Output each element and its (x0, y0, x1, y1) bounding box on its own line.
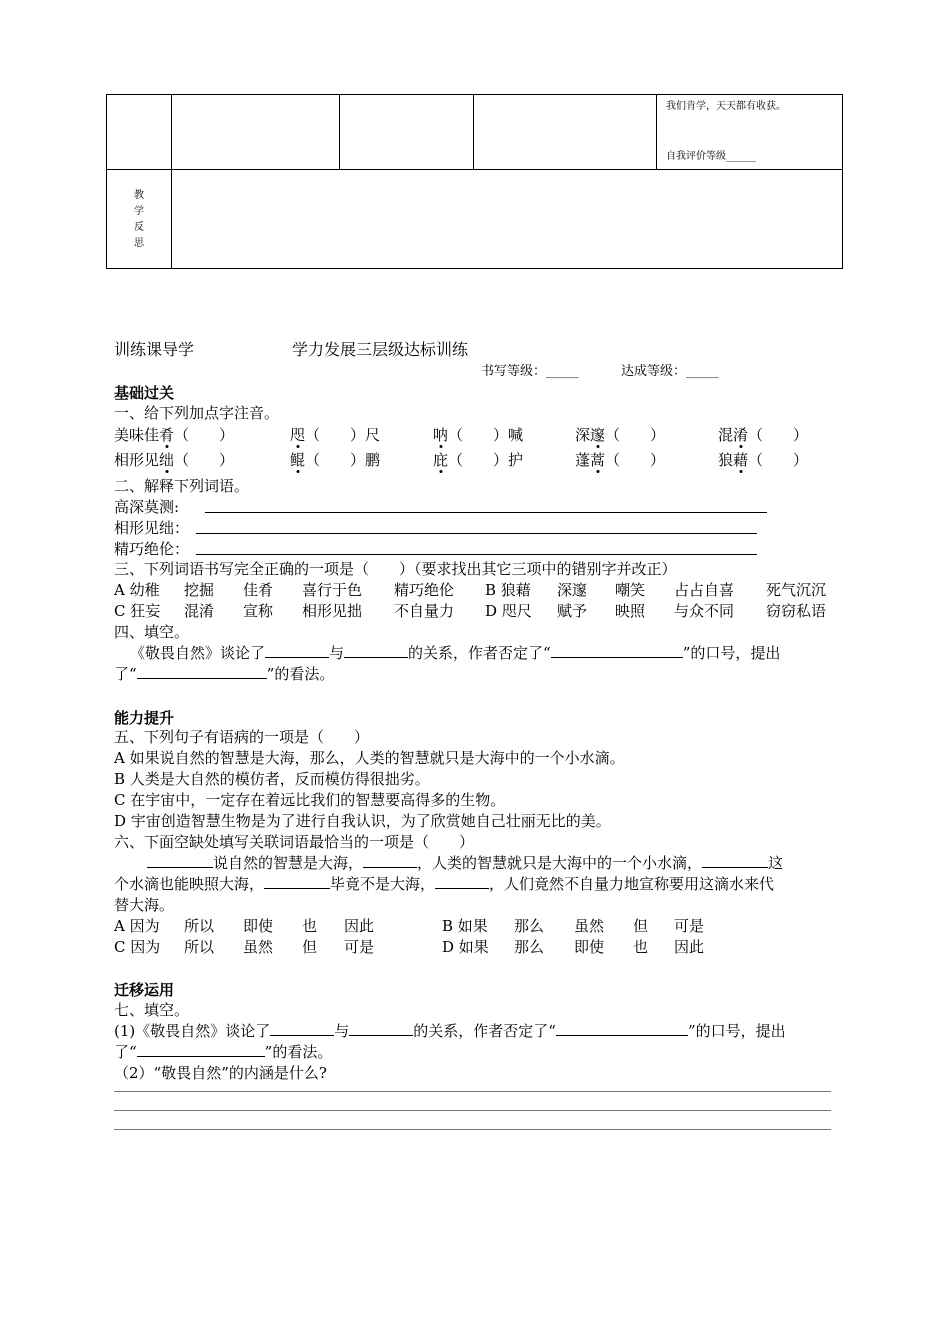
self-eval-blank[interactable]: ______ (726, 151, 756, 162)
q7-line-1: (1)《敬畏自然》谈论了 与 的关系，作者否定了“ ”的口号，提出 (114, 1022, 786, 1040)
fill-blank[interactable] (363, 853, 417, 868)
q5-option: A 如果说自然的智慧是大海，那么，人类的智慧就只是大海中的一个小水滴。 (114, 749, 625, 767)
option-word: C 因为 (114, 938, 161, 956)
fill-blank[interactable] (264, 874, 330, 889)
fill-blank[interactable] (556, 1021, 688, 1036)
fill-blank[interactable] (344, 643, 408, 658)
writing-grade-blank[interactable]: _____ (546, 364, 579, 379)
achievement-grade-blank[interactable]: _____ (686, 364, 719, 379)
table-col-divider (473, 94, 474, 170)
option-word: 虽然 (243, 938, 274, 956)
option-word: A 幼稚 (114, 581, 160, 599)
option-word: C 狂妄 (114, 602, 161, 620)
option-word: 深邃 (557, 581, 588, 599)
answer-line[interactable] (114, 1091, 831, 1092)
table-border-bottom (106, 268, 843, 269)
option-word: 但 (302, 938, 318, 956)
fill-blank[interactable] (137, 664, 267, 679)
pinyin-item: 美味佳肴（ ） (114, 426, 235, 444)
question-4: 四、填空。 (114, 623, 190, 641)
option-word: 虽然 (574, 917, 605, 935)
table-col-divider (339, 94, 340, 170)
self-eval-label: 自我评价等级______ (666, 151, 756, 162)
option-word: 但 (633, 917, 649, 935)
option-word: 那么 (514, 938, 545, 956)
option-word: 赋予 (557, 602, 588, 620)
answer-line[interactable] (114, 1110, 831, 1111)
option-word: 那么 (514, 917, 545, 935)
option-word: 所以 (184, 917, 215, 935)
term-1: 高深莫测: (114, 498, 180, 516)
q6-line-3: 替大海。 (114, 896, 175, 914)
motto-text: 我们肯学，天天都有收获。 (666, 101, 786, 112)
doc-title: 学力发展三层级达标训练 (292, 340, 469, 359)
option-word: 所以 (184, 938, 215, 956)
option-word: 嘲笑 (615, 581, 646, 599)
option-word: D 咫尺 (485, 602, 532, 620)
q4-line-1: 《敬畏自然》谈论了 与 的关系，作者否定了“ ”的口号，提出 (130, 644, 781, 662)
table-row-divider (106, 169, 843, 170)
table-border-right (842, 94, 843, 269)
option-word: B 如果 (442, 917, 488, 935)
fill-blank[interactable] (265, 643, 329, 658)
q5-option: B 人类是大自然的模仿者，反而模仿得很拙劣。 (114, 770, 430, 788)
section-title: 能力提升 (114, 709, 175, 727)
option-word: 窃窃私语 (766, 602, 827, 620)
option-word: 混淆 (184, 602, 215, 620)
pinyin-item: 混淆（ ） (718, 426, 809, 444)
pinyin-item: 鲲（ ）鹏 (290, 451, 381, 469)
question-6: 六、下面空缺处填写关联词语最恰当的一项是（ ） (114, 833, 475, 851)
question-2: 二、解释下列词语。 (114, 477, 250, 495)
question-7: 七、填空。 (114, 1001, 190, 1019)
term-2: 相形见绌： (114, 519, 190, 537)
option-word: 喜行于色 (302, 581, 363, 599)
table-col-divider (171, 94, 172, 269)
answer-line[interactable] (196, 554, 757, 555)
table-col-divider (656, 94, 657, 170)
option-word: 不自量力 (394, 602, 455, 620)
option-word: D 如果 (442, 938, 489, 956)
pinyin-item: 相形见绌（ ） (114, 451, 235, 469)
question-1: 一、给下列加点字注音。 (114, 404, 280, 422)
question-3: 三、下列词语书写完全正确的一项是（ ）（要求找出其它三项中的错别字并改正） (114, 560, 677, 578)
option-word: 占占自喜 (674, 581, 735, 599)
section-title: 迁移运用 (114, 981, 175, 999)
term-3: 精巧绝伦： (114, 540, 190, 558)
option-word: 即使 (574, 938, 605, 956)
option-word: 可是 (674, 917, 705, 935)
option-word: 精巧绝伦 (394, 581, 455, 599)
teaching-reflection-label: 教 学 反 思 (134, 190, 144, 249)
q5-option: D 宇宙创造智慧生物是为了进行自我认识，为了欣赏她自己壮丽无比的美。 (114, 812, 611, 830)
fill-blank[interactable] (349, 1021, 413, 1036)
option-word: 可是 (344, 938, 375, 956)
option-word: 即使 (243, 917, 274, 935)
fill-blank[interactable] (137, 1042, 265, 1057)
fill-blank[interactable] (702, 853, 768, 868)
doc-type-title: 训练课导学 (114, 340, 195, 359)
option-word: 与众不同 (674, 602, 735, 620)
question-5: 五、下列句子有语病的一项是（ ） (114, 728, 370, 746)
section-title: 基础过关 (114, 384, 175, 402)
q7-sub-2: （2）“敬畏自然”的内涵是什么? (114, 1064, 327, 1082)
option-word: 相形见拙 (302, 602, 363, 620)
q6-line-1: 说自然的智慧是大海， ，人类的智慧就只是大海中的一个小水滴， 这 (147, 853, 783, 873)
achievement-grade: 达成等级：_____ (621, 364, 719, 379)
answer-line[interactable] (205, 512, 767, 513)
option-word: 也 (302, 917, 318, 935)
q7-line-2: 了“ ”的看法。 (114, 1043, 333, 1061)
pinyin-item: 庇（ ）护 (433, 451, 524, 469)
q4-line-2: 了“ ”的看法。 (114, 665, 335, 683)
option-word: 因此 (344, 917, 375, 935)
pinyin-item: 深邃（ ） (575, 426, 666, 444)
option-word: 因此 (674, 938, 705, 956)
fill-blank[interactable] (551, 643, 683, 658)
table-border-left (106, 94, 107, 269)
table-border-top (106, 94, 843, 95)
option-word: 死气沉沉 (766, 581, 827, 599)
writing-grade: 书写等级：_____ (481, 364, 579, 379)
pinyin-item: 狼藉（ ） (718, 451, 809, 469)
pinyin-item: 蓬蒿（ ） (575, 451, 666, 469)
q5-option: C 在宇宙中，一定存在着远比我们的智慧要高得多的生物。 (114, 791, 506, 809)
q6-line-2: 个水滴也能映照大海， 毕竟不是大海， ，人们竟然不自量力地宣称要用这滴水来代 (114, 875, 775, 893)
option-word: 宣称 (243, 602, 274, 620)
answer-line[interactable] (114, 1129, 831, 1130)
option-word: B 狼藉 (485, 581, 531, 599)
pinyin-item: 呐（ ）喊 (433, 426, 524, 444)
answer-line[interactable] (196, 533, 757, 534)
pinyin-item: 咫（ ）尺 (290, 426, 381, 444)
option-word: A 因为 (114, 917, 160, 935)
option-word: 佳肴 (243, 581, 274, 599)
option-word: 映照 (615, 602, 646, 620)
fill-blank[interactable] (435, 874, 489, 889)
fill-blank[interactable] (147, 853, 213, 868)
fill-blank[interactable] (270, 1021, 334, 1036)
option-word: 也 (633, 938, 649, 956)
option-word: 挖掘 (184, 581, 215, 599)
